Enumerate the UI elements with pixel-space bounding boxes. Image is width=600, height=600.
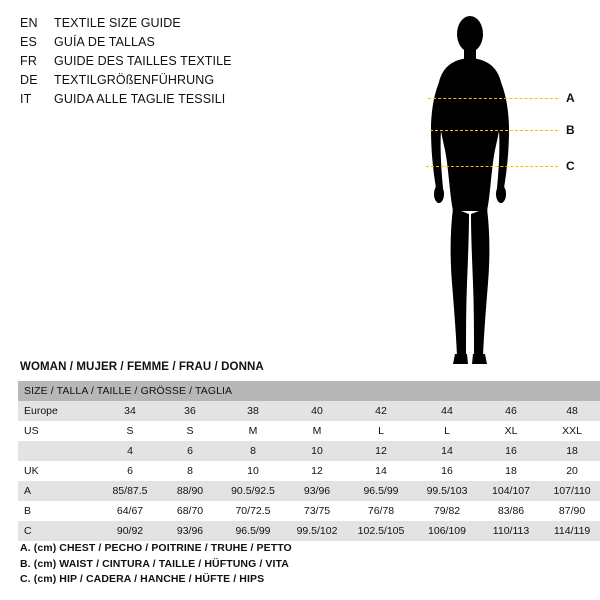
measurement-notes [20, 541, 580, 588]
table-cell: 99.5/102 [286, 521, 348, 541]
table-cell: 16 [441, 464, 453, 477]
table-cell: 85/87.5 [100, 481, 160, 501]
table-header-label: SIZE / TALLA / TAILLE / GRÖSSE / TAGLIA [18, 381, 600, 401]
table-row [18, 441, 600, 461]
row-label: A [18, 481, 100, 501]
language-title: GUIDE DES TAILLES TEXTILE [54, 54, 232, 68]
table-cell: S [126, 424, 134, 437]
table-cell: 79/82 [433, 504, 461, 517]
table-cell: 104/107 [480, 481, 542, 501]
table-cell: L [378, 424, 384, 437]
table-row [18, 401, 600, 421]
table-row [18, 501, 600, 521]
table-cell: 88/90 [160, 481, 220, 501]
table-cell: M [312, 424, 322, 437]
language-title: TEXTILGRÖßENFÜHRUNG [54, 73, 215, 87]
table-row [18, 461, 600, 481]
female-body-silhouette-icon [410, 8, 530, 378]
row-label: B [24, 504, 32, 517]
table-cell: 68/70 [176, 504, 204, 517]
row-label: C [18, 521, 100, 541]
table-cell: 110/113 [480, 521, 542, 541]
body-figure-diagram [380, 8, 590, 378]
language-title: TEXTILE SIZE GUIDE [54, 16, 181, 30]
table-cell: 18 [505, 464, 517, 477]
row-label: Europe [18, 401, 100, 421]
table-cell: 96.5/99 [348, 481, 414, 501]
note-waist: B. (cm) WAIST / CINTURA / TAILLE / HÜFTUNG / VITA [20, 557, 289, 570]
waist-measure-line [430, 130, 558, 131]
table-cell: 36 [160, 401, 220, 421]
table-cell: 93/96 [286, 481, 348, 501]
table-header-row [18, 381, 600, 401]
row-label: UK [24, 464, 39, 477]
section-heading: WOMAN / MUJER / FEMME / FRAU / DONNA [20, 361, 264, 373]
language-title: GUÍA DE TALLAS [54, 35, 155, 49]
language-row [20, 52, 350, 71]
table-cell: 87/90 [558, 504, 586, 517]
table-row [18, 421, 600, 441]
table-cell: 6 [160, 441, 220, 461]
table-cell: 18 [542, 441, 600, 461]
row-label [18, 441, 100, 461]
table-cell: 42 [348, 401, 414, 421]
language-row [20, 90, 350, 109]
table-cell: 20 [566, 464, 578, 477]
table-cell: 102.5/105 [348, 521, 414, 541]
language-row [20, 33, 350, 52]
language-code: ES [20, 35, 38, 49]
table-cell: 99.5/103 [414, 481, 480, 501]
size-table [18, 381, 600, 541]
table-cell: 12 [348, 441, 414, 461]
table-cell: 73/75 [303, 504, 331, 517]
table-cell: 64/67 [116, 504, 144, 517]
table-cell: XXL [562, 424, 582, 437]
hip-measure-line [426, 166, 558, 167]
measure-label-b: B [566, 123, 575, 137]
table-cell: 44 [414, 401, 480, 421]
language-row [20, 71, 350, 90]
table-cell: 10 [247, 464, 259, 477]
table-cell: 8 [187, 464, 193, 477]
table-cell: 14 [414, 441, 480, 461]
table-cell: 90.5/92.5 [220, 481, 286, 501]
row-label: US [24, 424, 39, 437]
table-cell: 76/78 [367, 504, 395, 517]
note-hip: C. (cm) HIP / CADERA / HANCHE / HÜFTE / HIPS [20, 573, 265, 585]
table-cell: 4 [100, 441, 160, 461]
note-chest: A. (cm) CHEST / PECHO / POITRINE / TRUHE / PETTO [20, 542, 292, 554]
table-cell: 8 [220, 441, 286, 461]
language-code: IT [20, 92, 32, 106]
table-cell: 12 [311, 464, 323, 477]
table-cell: 96.5/99 [220, 521, 286, 541]
table-cell: 83/86 [497, 504, 525, 517]
chest-measure-line [428, 98, 558, 99]
table-cell: S [186, 424, 194, 437]
table-cell: 106/109 [414, 521, 480, 541]
language-code: EN [20, 16, 38, 30]
table-row [18, 481, 600, 501]
table-cell: XL [504, 424, 518, 437]
language-code: DE [20, 73, 38, 87]
table-cell: 93/96 [160, 521, 220, 541]
measure-label-c: C [566, 159, 575, 173]
table-cell: 16 [480, 441, 542, 461]
language-header [20, 14, 350, 109]
language-code: FR [20, 54, 38, 68]
table-cell: 90/92 [100, 521, 160, 541]
table-cell: 114/119 [542, 521, 600, 541]
table-cell: 70/72.5 [235, 504, 271, 517]
language-title: GUIDA ALLE TAGLIE TESSILI [54, 92, 226, 106]
measure-label-a: A [566, 91, 575, 105]
table-cell: 38 [220, 401, 286, 421]
table-cell: 48 [542, 401, 600, 421]
table-cell: 14 [375, 464, 387, 477]
table-cell: 34 [100, 401, 160, 421]
table-cell: 46 [480, 401, 542, 421]
table-cell: 10 [286, 441, 348, 461]
table-cell: M [248, 424, 258, 437]
table-row [18, 521, 600, 541]
table-cell: 40 [286, 401, 348, 421]
table-cell: 107/110 [542, 481, 600, 501]
table-cell: L [444, 424, 450, 437]
table-cell: 6 [127, 464, 133, 477]
language-row [20, 14, 350, 33]
